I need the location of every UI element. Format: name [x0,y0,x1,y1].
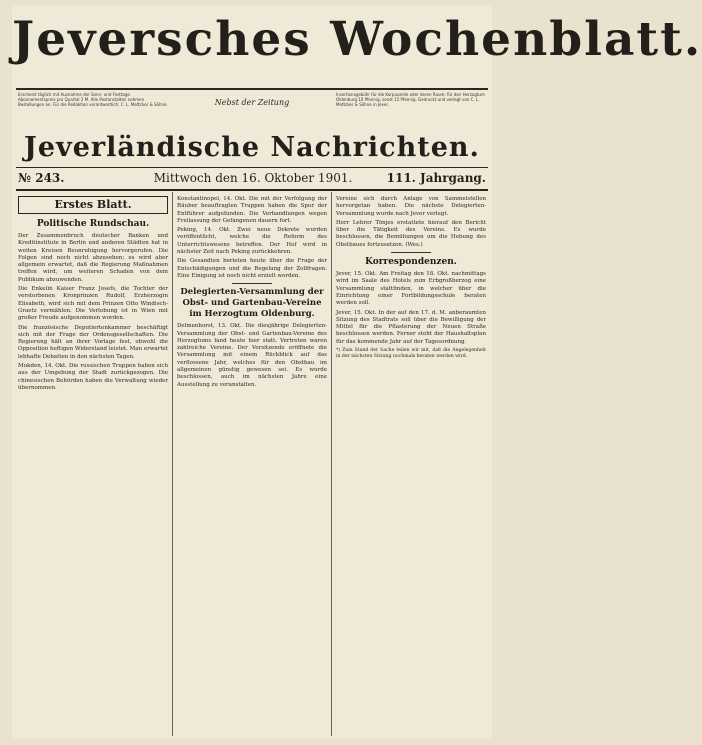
article-text: Die Gesandten berieten heute über die Frage der Entschädigungen und die Regelung der Zollfragen. Eine Einigung ist noch nicht erzielt worden. [177,258,327,279]
article-text: Herr Lehrer Tönjes erstattete hierauf den Bericht über die Tätigkeit des Vereins. Es wurde beschlossen, die Bemühungen um die Hebung des Obstbaues fortzusetzen. (Wes.) [336,219,486,248]
column-3 [336,196,486,736]
first-sheet-box: Erstes Blatt. [18,196,168,214]
column-1 [18,196,168,736]
newspaper-subtitle: Jeverländische Nachrichten. [24,132,480,163]
article-text: Die Enkelin Kaiser Franz Josefs, die Tochter der verstorbenen Kronprinzen Rudolf, Erzherzogin Elisabeth, wird sich mit dem Prinzen Otto Windisch-Graetz vermählen. Die Verlobung ist in Wien mit großer Freude aufgenommen worden. [18,286,168,322]
section-divider [391,252,431,253]
newspaper-page [12,6,702,738]
article-text: Jever, 15. Okt. In der auf den 17. d. M. anberaumten Sitzung des Stadtrats soll über die Bewilligung der Mittel für die Pflasterung der Neuen Straße beschlossen werden. Ferner steht der Haushaltsplan für das kommende Jahr auf der Tagesordnung. [336,309,486,345]
masthead [12,6,702,84]
article-text: Jever, 15. Okt. Am Freitag den 18. Okt. nachmittags wird im Saale des Hotels zum Erbgroßherzog eine Versammlung stattfinden, in welcher über die Einrichtung einer Fortbildungsschule beraten werden soll. [336,271,486,307]
article-text: Mukden, 14. Okt. Die russischen Truppen haben sich aus der Umgebung der Stadt zurückgezogen. Die chinesischen Behörden haben die Verwaltung wieder übernommen. [18,363,168,391]
subscription-notice: Erscheint täglich mit Ausnahme der Sonn- und Festtage. Abonnementspreis pro Quartal 2 M. Alle Postanstalten nehmen Bestellungen an. Für die Redaktion verantwortlich: C. L. Mettcker & Söhne. [18,92,168,107]
section-heading-delegates: Delegierten-Versammlung der Obst- und Gartenbau-Vereine im Herzogtum Oldenburg. [180,287,324,320]
masthead-rule-top [16,88,488,90]
section-divider [232,283,272,284]
issue-date: Mittwoch den 16. Oktober 1901. [153,171,353,185]
article-text: Vereine sich durch Anlage von Sammelstellen hervorgetan haben. Die nächste Delegierten-Versammlung wurde nach Jever verlegt. [336,196,486,217]
masthead-notices [12,92,492,124]
section-heading-correspondence: Korrespondenzen. [365,257,457,268]
column-divider-1 [172,192,173,736]
issue-rule-bottom [16,189,488,191]
article-text: Der Zusammenbruch deutscher Banken und Kreditinstitute in Berlin und anderen Städten hat in weiten Kreisen Beunruhigung hervorgerufen. Die Folgen sind noch nicht abzusehen; es wird aber allgemein erwartet, daß die Regierung Maßnahmen treffen wird, um weiteren Schaden von dem Publikum abzuwenden. [18,233,168,283]
insertion-notice: Insertionsgebühr für die Korpuszeile oder deren Raum: für den Herzogtum Oldenburg 10 Pfennig, sonst 15 Pfennig. Gedruckt und verlegt von C. L. Mettcker & Söhne in Jever. [336,92,485,107]
article-text: Konstantinopel, 14. Okt. Die mit der Verfolgung der Räuber beauftragten Truppen haben die Spur der Entführer aufgefunden. Die Verhandlungen wegen Freilassung der Gefangenen dauern fort. [177,196,327,224]
issue-rule-top [16,167,488,168]
column-2 [177,196,327,736]
newspaper-title: Jeversches Wochenblatt. [12,12,702,67]
footnote: *) Zum Stand der Sache teilen wir mit, daß die Angelegenheit in der nächsten Sitzung nochmals beraten werden wird. [336,348,486,360]
article-text: Delmenhorst, 13. Okt. Die diesjährige Delegierten-Versammlung der Obst- und Gartenbau-Vereine des Herzogtums fand heute hier statt. Vertreten waren zahlreiche Vereine. Der Vorsitzende eröffnete die Versammlung mit einem Rückblick auf das verflossene Jahr, welches für den Obstbau im allgemeinen günstig gewesen sei. Es wurde beschlossen, auch im nächsten Jahre eine Ausstellung zu veranstalten. [177,323,327,388]
supplement-note: Nebst der Zeitung [214,98,290,107]
issue-line [18,169,486,187]
issue-year: 111. Jahrgang. [386,171,486,185]
section-heading-politics: Politische Rundschau. [36,219,150,229]
article-text: Peking, 14. Okt. Zwei neue Dekrete wurden veröffentlicht, welche die Reform des Unterrichtswesens betreffen. Der Hof wird in nächster Zeit nach Peking zurückkehren. [177,227,327,256]
article-text: Die französische Deputiertenkammer beschäftigt sich mit der Frage der Ordensgesellschaften. Die Regierung hält an ihrer Vorlage fest, obwohl die Opposition heftigen Widerstand leistet. Man erwartet lebhafte Debatten in den nächsten Tagen. [18,324,168,360]
column-divider-2 [331,192,332,736]
issue-number: № 243. [18,171,65,185]
